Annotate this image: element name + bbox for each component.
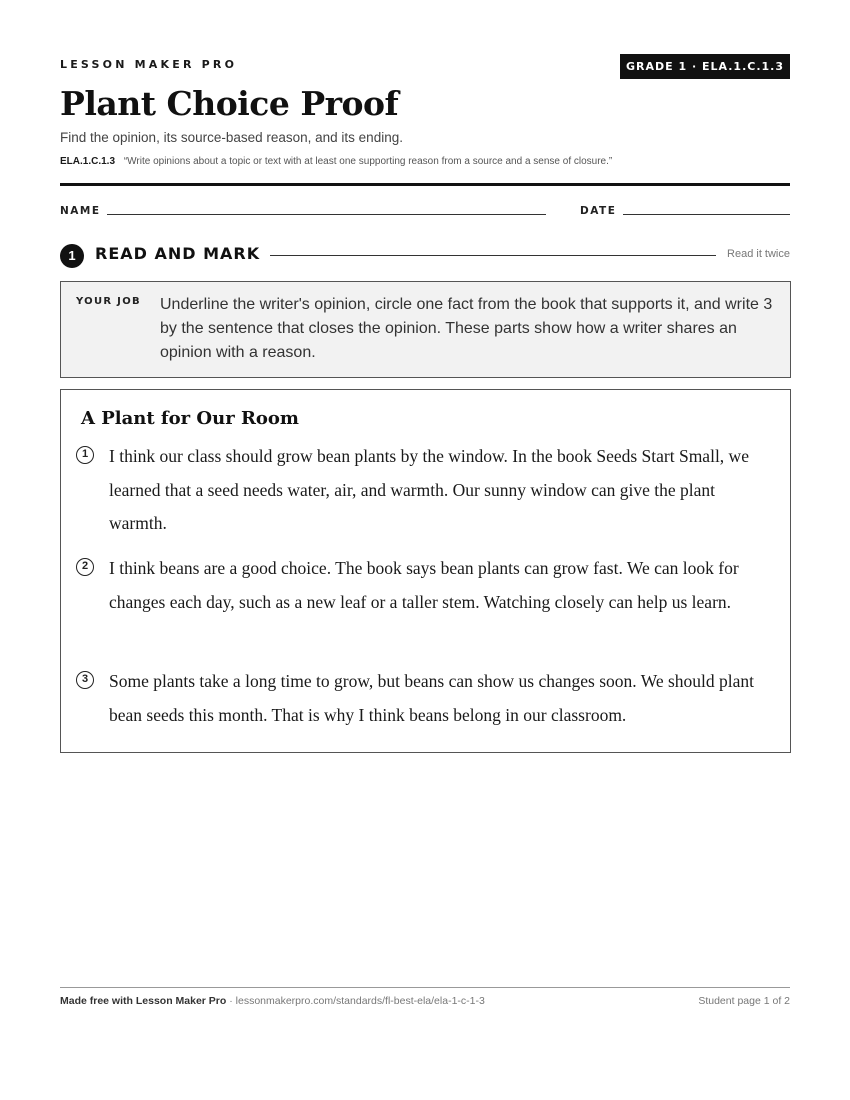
date-label: DATE bbox=[580, 205, 617, 217]
page-subtitle: Find the opinion, its source-based reason, and its ending. bbox=[60, 130, 403, 145]
footer-divider bbox=[60, 987, 790, 988]
standard-line bbox=[60, 156, 612, 167]
section-divider bbox=[270, 255, 716, 256]
section-hint: Read it twice bbox=[727, 248, 790, 260]
standard-text: “Write opinions about a topic or text with at least one supporting reason from a source and a sense of closure.” bbox=[123, 156, 613, 167]
job-label: YOUR JOB bbox=[76, 296, 141, 307]
name-label: NAME bbox=[60, 205, 101, 217]
standard-code: ELA.1.C.1.3 bbox=[60, 156, 116, 167]
paragraph-number-1: 1 bbox=[76, 446, 94, 464]
name-field-line[interactable] bbox=[107, 214, 546, 215]
date-field-line[interactable] bbox=[623, 214, 790, 215]
paragraph-text-1: I think our class should grow bean plants by the window. In the book Seeds Start Small, we learned that a seed needs water, air, and warmth. Our sunny window can give the plant warmth. bbox=[109, 446, 749, 533]
paragraph-number-2: 2 bbox=[76, 558, 94, 576]
step-number-badge: 1 bbox=[60, 244, 84, 268]
footer-page-number: Student page 1 of 2 bbox=[698, 995, 790, 1007]
section-header bbox=[60, 242, 790, 268]
footer-credit bbox=[60, 995, 485, 1007]
brand-name: LESSON MAKER PRO bbox=[60, 58, 238, 71]
grade-badge: GRADE 1 · ELA.1.C.1.3 bbox=[620, 54, 790, 79]
footer-made-with: Made free with Lesson Maker Pro bbox=[60, 995, 227, 1007]
job-box bbox=[60, 281, 791, 378]
paragraph-text-3: Some plants take a long time to grow, but beans can show us changes soon. We should plant bean seeds this month. That is why I think beans belong in our classroom. bbox=[109, 671, 755, 725]
header-divider bbox=[60, 183, 790, 186]
section-title: READ AND MARK bbox=[95, 244, 261, 263]
page-title: Plant Choice Proof bbox=[60, 84, 399, 123]
job-instructions: Underline the writer's opinion, circle one fact from the book that supports it, and write 3 by the sentence that closes the opinion. These parts show how a writer shares an opinion with a reason. bbox=[160, 296, 773, 361]
footer-url[interactable]: · lessonmakerpro.com/standards/fl-best-ela/ela-1-c-1-3 bbox=[226, 995, 485, 1007]
paragraph-text-2: I think beans are a good choice. The book says bean plants can grow fast. We can look for changes each day, such as a new leaf or a taller stem. Watching closely can help us learn. bbox=[109, 558, 739, 612]
passage-title: A Plant for Our Room bbox=[81, 408, 299, 429]
paragraph-number-3: 3 bbox=[76, 671, 94, 689]
passage-box bbox=[60, 389, 791, 753]
